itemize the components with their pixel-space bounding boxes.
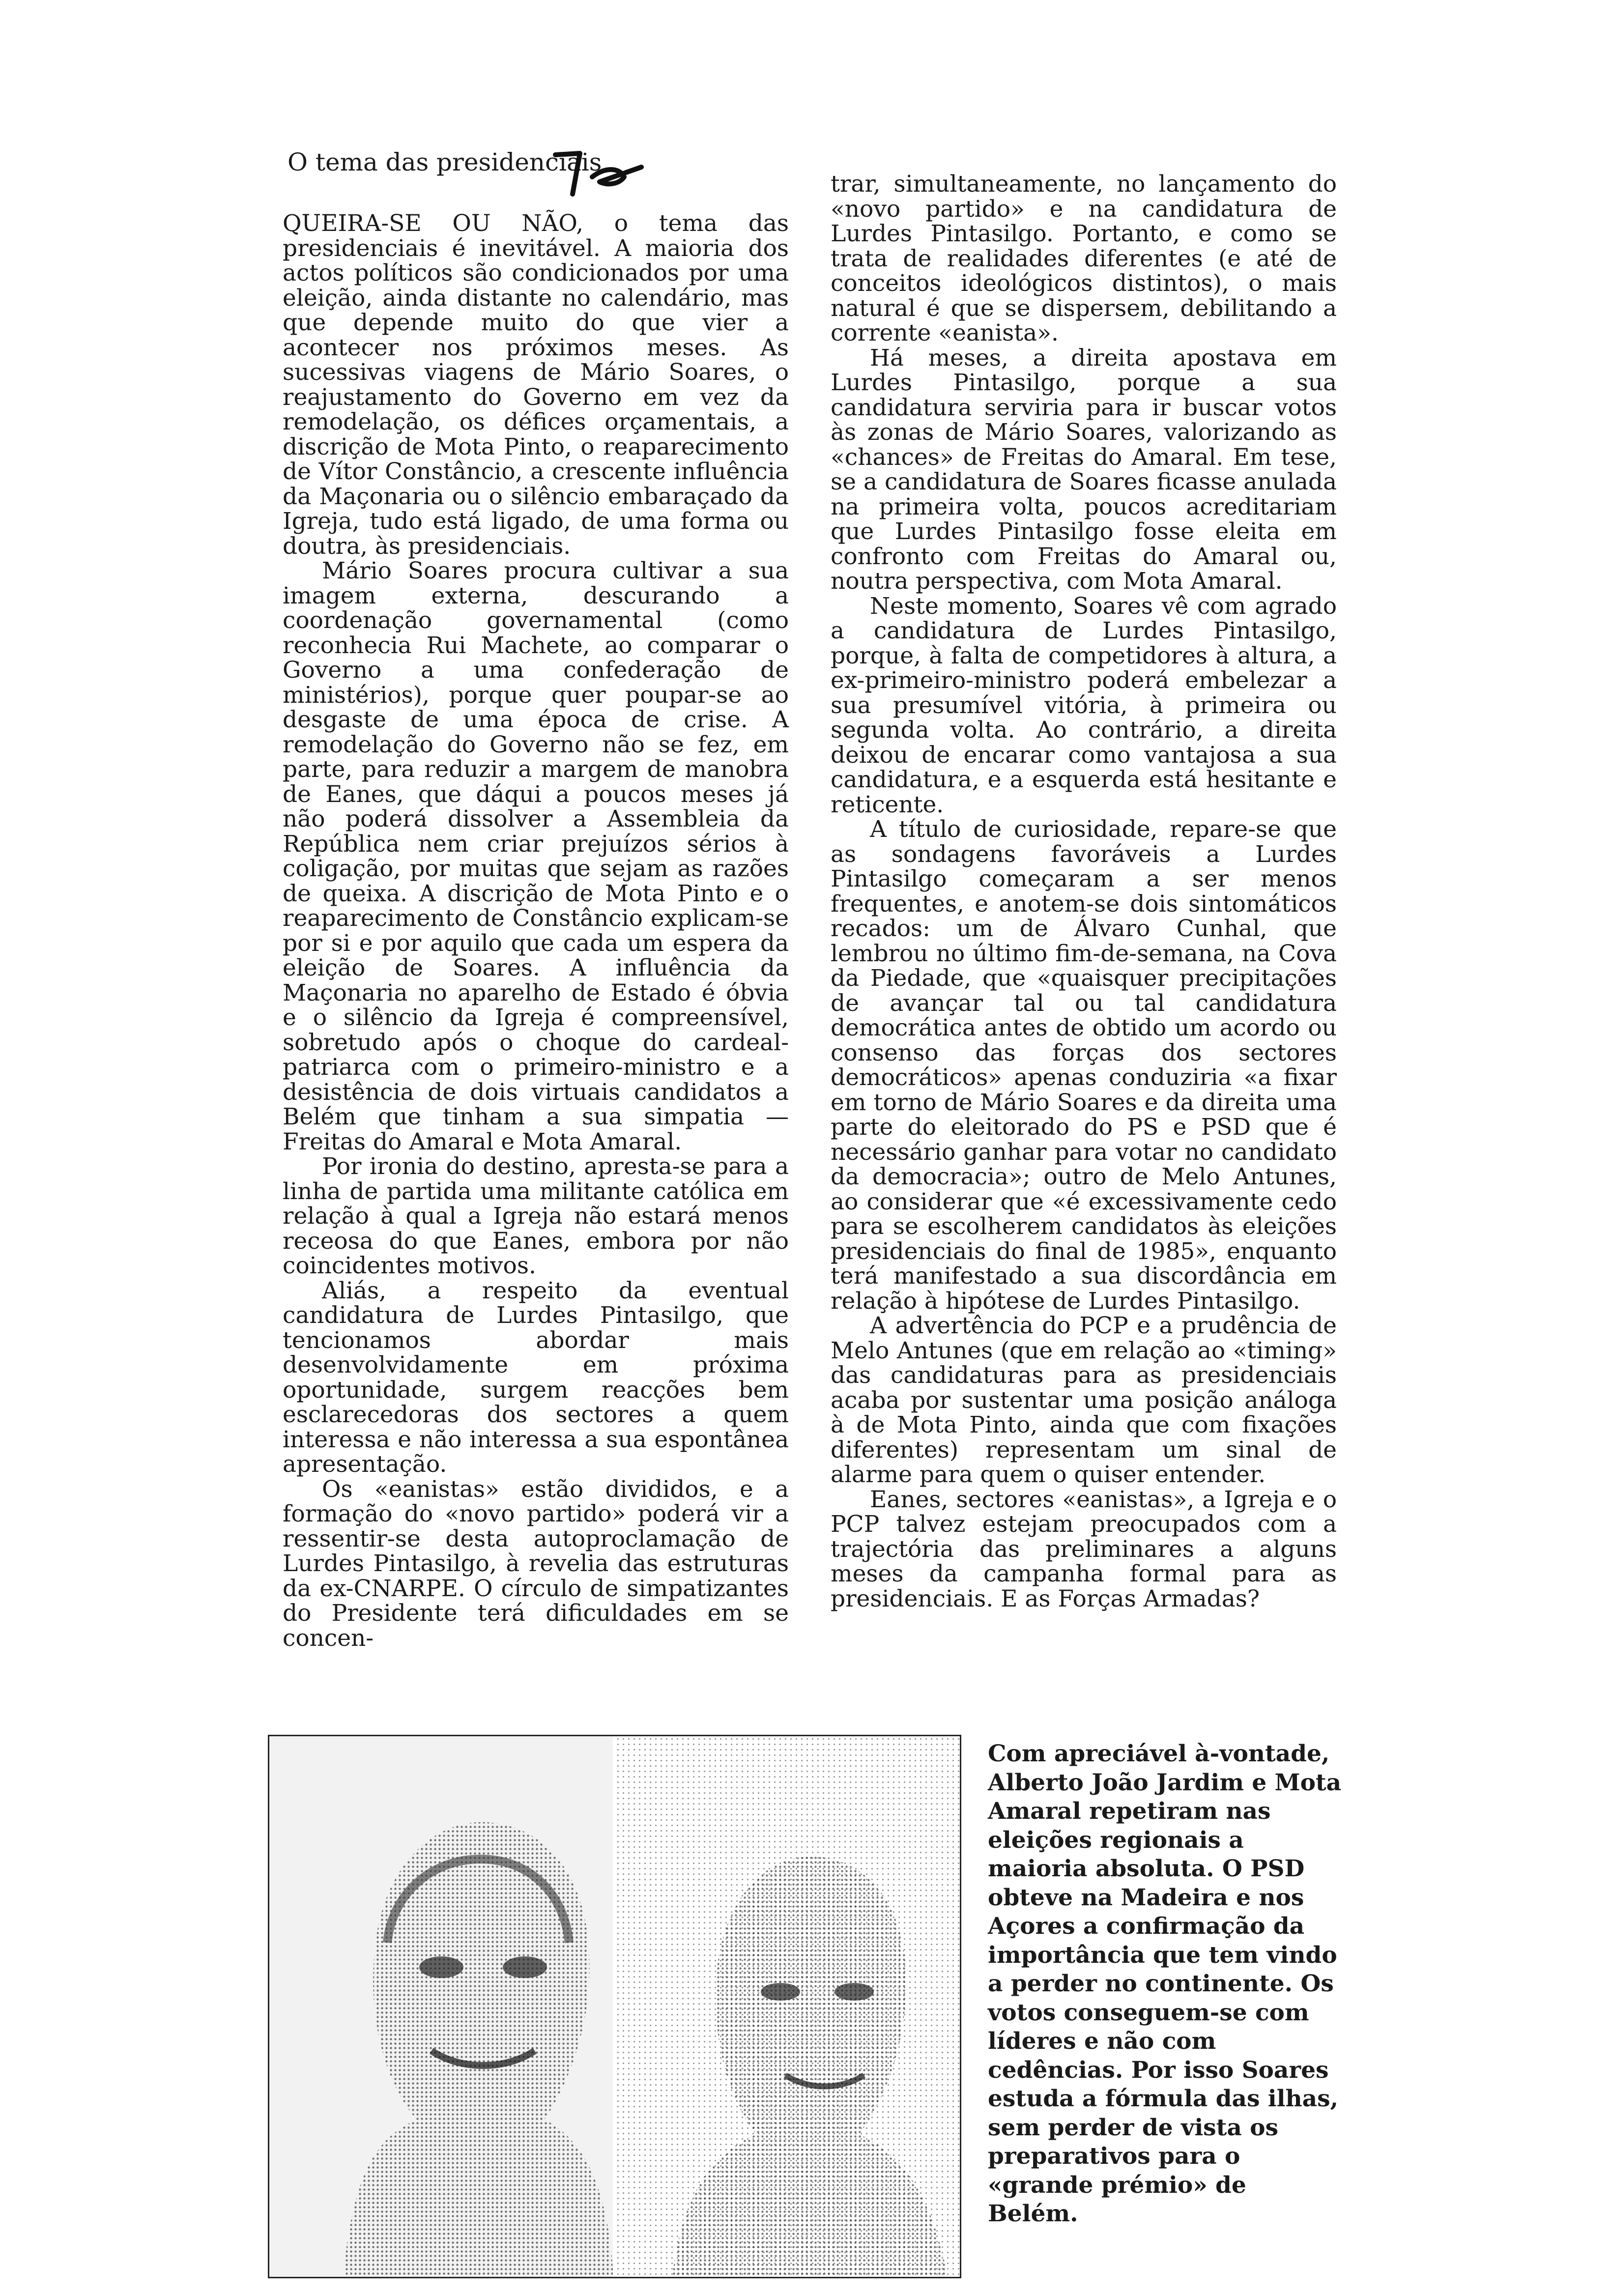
paragraph: A título de curiosidade, repare-se que as sondagens favoráveis a Lurdes Pintasilgo começaram a ser menos frequentes, e anotem-se dois sintomáticos recados: um de Álvaro Cunhal, que lembrou no último fim-de-semana, na Cova da Piedade, que «quaisquer precipitações de avançar tal ou tal candidatura democrática antes de obtido um acordo ou consenso das forças dos sectores democráticos» apenas conduziria «a fixar em torno de Mário Soares e da direita uma parte do eleitorado do PS e PSD que é necessário ganhar para votar no candidato da democracia»; outro de Melo Antunes, ao considerar que «é excessivamente cedo para se escolherem candidatos às eleições presidenciais do final de 1985», enquanto terá manifestado a sua discordância em relação à hipótese de Lurdes Pintasilgo. (831, 816, 1337, 1315)
paragraph: Eanes, sectores «eanistas», a Igreja e o PCP talvez estejam preocupados com a trajectória das preliminares a alguns meses da campanha formal para as presidenciais. E as Forças Armadas? (831, 1486, 1337, 1612)
article-column-1 (283, 211, 789, 1651)
photo-caption: Com apreciável à-vontade, Alberto João Jardim e Mota Amaral repetiram nas eleições regionais a maioria absoluta. O PSD obteve na Madeira e nos Açores a confirmação da importância que tem vindo a perder no continente. Os votos conseguem-se com líderes e não com cedências. Por isso Soares estuda a fórmula das ilhas, sem perder de vista os preparativos para o «grande prémio» de Belém. (988, 1740, 1342, 2227)
paragraph: Aliás, a respeito da eventual candidatura de Lurdes Pintasilgo, que tencionamos abordar mais desenvolvidamente em próxima oportunidade, surgem reacções bem esclarecedoras dos sectores a quem interessa e não interessa a sua espontânea apresentação. (283, 1277, 789, 1478)
paragraph: Neste momento, Soares vê com agrado a candidatura de Lurdes Pintasilgo, porque, à falta de competidores à altura, a ex-primeiro-ministro poderá embelezar a sua presumível vitória, à primeira ou segunda volta. Ao contrário, a direita deixou de encarar como vantajosa a sua candidatura, e a esquerda está hesitante e reticente. (831, 592, 1337, 818)
paragraph: Mário Soares procura cultivar a sua imagem externa, descurando a coordenação governamental (como reconhecia Rui Machete, ao comparar o Governo a uma confederação de ministérios), porque quer poupar-se ao desgaste de uma época de crise. A remodelação do Governo não se fez, em parte, para reduzir a margem de manobra de Eanes, que dáqui a poucos meses já não poderá dissolver a Assembleia da República nem criar prejuízos sérios à coligação, por muitas que sejam as razões de queixa. A discrição de Mota Pinto e o reaparecimento de Constâncio explicam-se por si e por aquilo que cada um espera da eleição de Soares. A influência da Maçonaria no aparelho de Estado é óbvia e o silêncio da Igreja é compreensível, sobretudo após o choque do cardeal-patriarca com o primeiro-ministro e a desistência de dois virtuais candidatos a Belém que tinham a sua simpatia — Freitas do Amaral e Mota Amaral. (283, 557, 789, 1155)
article-headline: O tema das presidenciais (288, 148, 602, 176)
portrait-photos (268, 1735, 961, 2278)
portrait-right (616, 1736, 960, 2277)
paragraph: QUEIRA-SE OU NÃO, o tema das presidenciais é inevitável. A maioria dos actos políticos são condicionados por uma eleição, ainda distante no calendário, mas que depende muito do que vier a acontecer nos próximos meses. As sucessivas viagens de Mário Soares, o reajustamento do Governo em vez da remodelação, os défices orçamentais, a discrição de Mota Pinto, o reaparecimento de Vítor Constâncio, a crescente influência da Maçonaria ou o silêncio embaraçado da Igreja, tudo está ligado, de uma forma ou doutra, às presidenciais. (283, 210, 789, 560)
article-column-2 (831, 172, 1337, 1611)
paragraph: trar, simultaneamente, no lançamento do «novo partido» e na candidatura de Lurdes Pintasilgo. Portanto, e como se trata de realidades diferentes (e até de conceitos ideológicos distintos), o mais natural é que se dispersem, debilitando a corrente «eanista». (831, 171, 1337, 346)
paragraph: Por ironia do destino, apresta-se para a linha de partida uma militante católica em relação à qual a Igreja não estará menos receosa do que Eanes, embora por não coincidentes motivos. (283, 1153, 789, 1279)
paragraph: A advertência do PCP e a prudência de Melo Antunes (que em relação ao «timing» das candidaturas para as presidenciais acaba por sustentar uma posição análoga à de Mota Pinto, ainda que com fixações diferentes) representam um sinal de alarme para quem o quiser entender. (831, 1312, 1337, 1488)
paragraph: Os «eanistas» estão divididos, e a formação do «novo partido» poderá vir a ressentir-se desta autoproclamação de Lurdes Pintasilgo, à revelia das estruturas da ex-CNARPE. O círculo de simpatizantes do Presidente terá dificuldades em se concen- (283, 1475, 789, 1652)
portrait-left (269, 1736, 613, 2277)
handwritten-mark-icon (546, 147, 649, 201)
paragraph: Há meses, a direita apostava em Lurdes Pintasilgo, porque a sua candidatura serviria para ir buscar votos às zonas de Mário Soares, valorizando as «chances» de Freitas do Amaral. Em tese, se a candidatura de Soares ficasse anulada na primeira volta, poucos acreditariam que Lurdes Pintasilgo fosse eleita em confronto com Freitas do Amaral ou, noutra perspectiva, com Mota Amaral. (831, 344, 1337, 595)
